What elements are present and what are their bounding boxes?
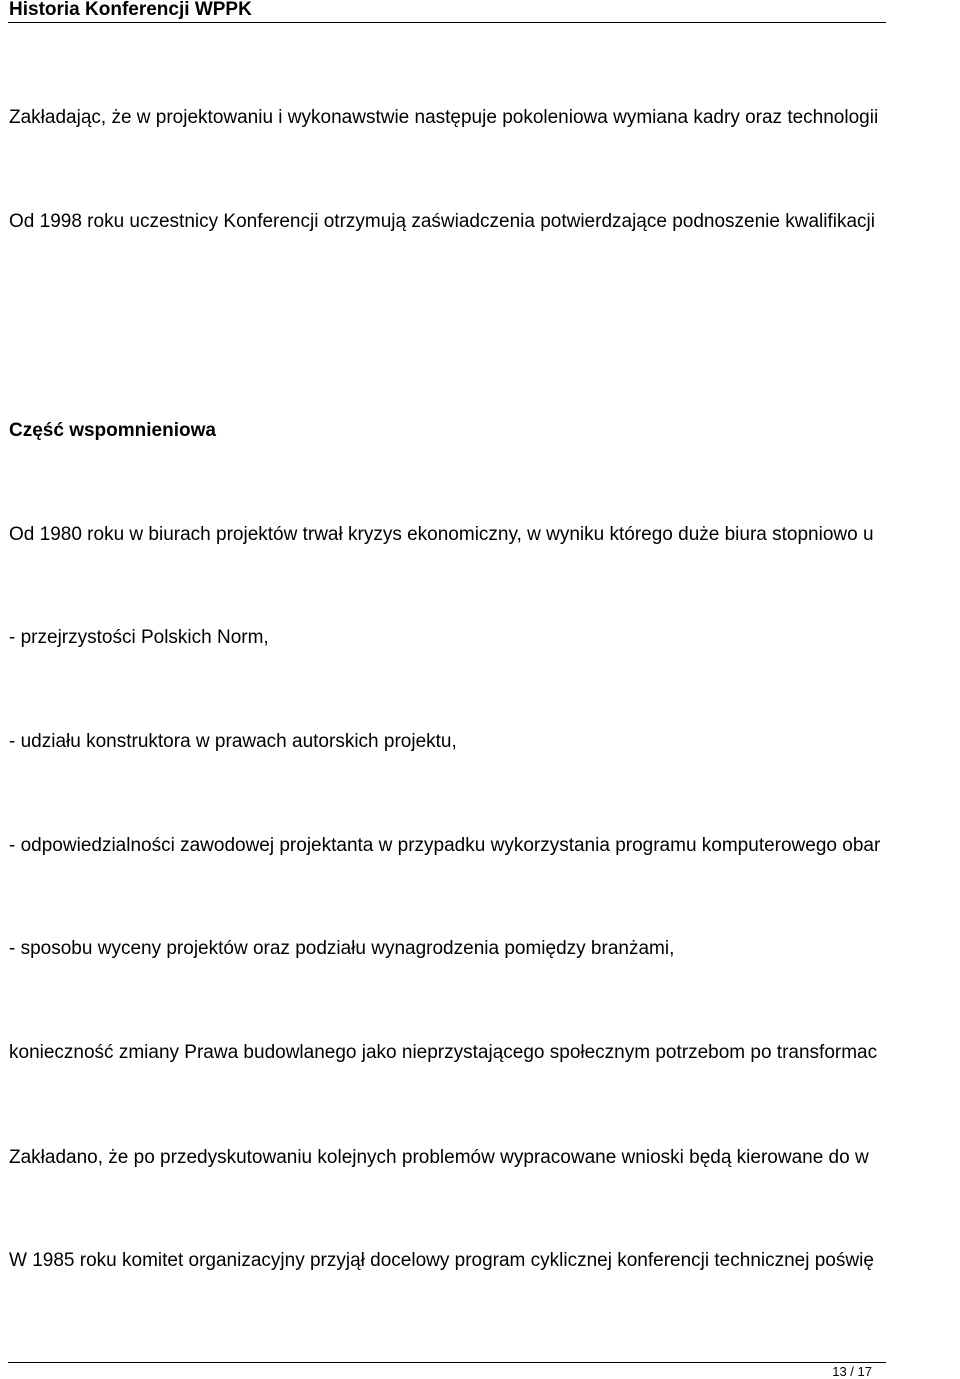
- footer-divider: [8, 1362, 886, 1363]
- list-item-polish-norms: - przejrzystości Polskich Norm,: [9, 627, 269, 648]
- paragraph-economic-crisis: Od 1980 roku w biurach projektów trwał kryzys ekonomiczny, w wyniku którego duże biura stopniowo u: [9, 524, 874, 545]
- list-item-copyright: - udziału konstruktora w prawach autorskich projektu,: [9, 731, 457, 752]
- paragraph-conclusions: Zakładano, że po przedyskutowaniu kolejnych problemów wypracowane wnioski będą kierowane do w: [9, 1147, 869, 1168]
- paragraph-certificates: Od 1998 roku uczestnicy Konferencji otrzymują zaświadczenia potwierdzające podnoszenie kwalifikacji: [9, 211, 875, 232]
- paragraph-generational-change: Zakładając, że w projektowaniu i wykonawstwie następuje pokoleniowa wymiana kadry oraz technologii: [9, 107, 879, 128]
- page-number: 13 / 17: [832, 1364, 872, 1379]
- list-item-pricing: - sposobu wyceny projektów oraz podziału wynagrodzenia pomiędzy branżami,: [9, 938, 675, 959]
- document-title: Historia Konferencji WPPK: [9, 0, 252, 20]
- header-divider: [8, 22, 886, 23]
- list-item-liability: - odpowiedzialności zawodowej projektanta w przypadku wykorzystania programu komputerowego obar: [9, 835, 881, 856]
- paragraph-building-law: konieczność zmiany Prawa budowlanego jako nieprzystającego społecznym potrzebom po transformac: [9, 1042, 878, 1063]
- paragraph-program-1985: W 1985 roku komitet organizacyjny przyjął docelowy program cyklicznej konferencji technicznej poświę: [9, 1250, 874, 1271]
- section-heading-memories: Część wspomnieniowa: [9, 420, 216, 441]
